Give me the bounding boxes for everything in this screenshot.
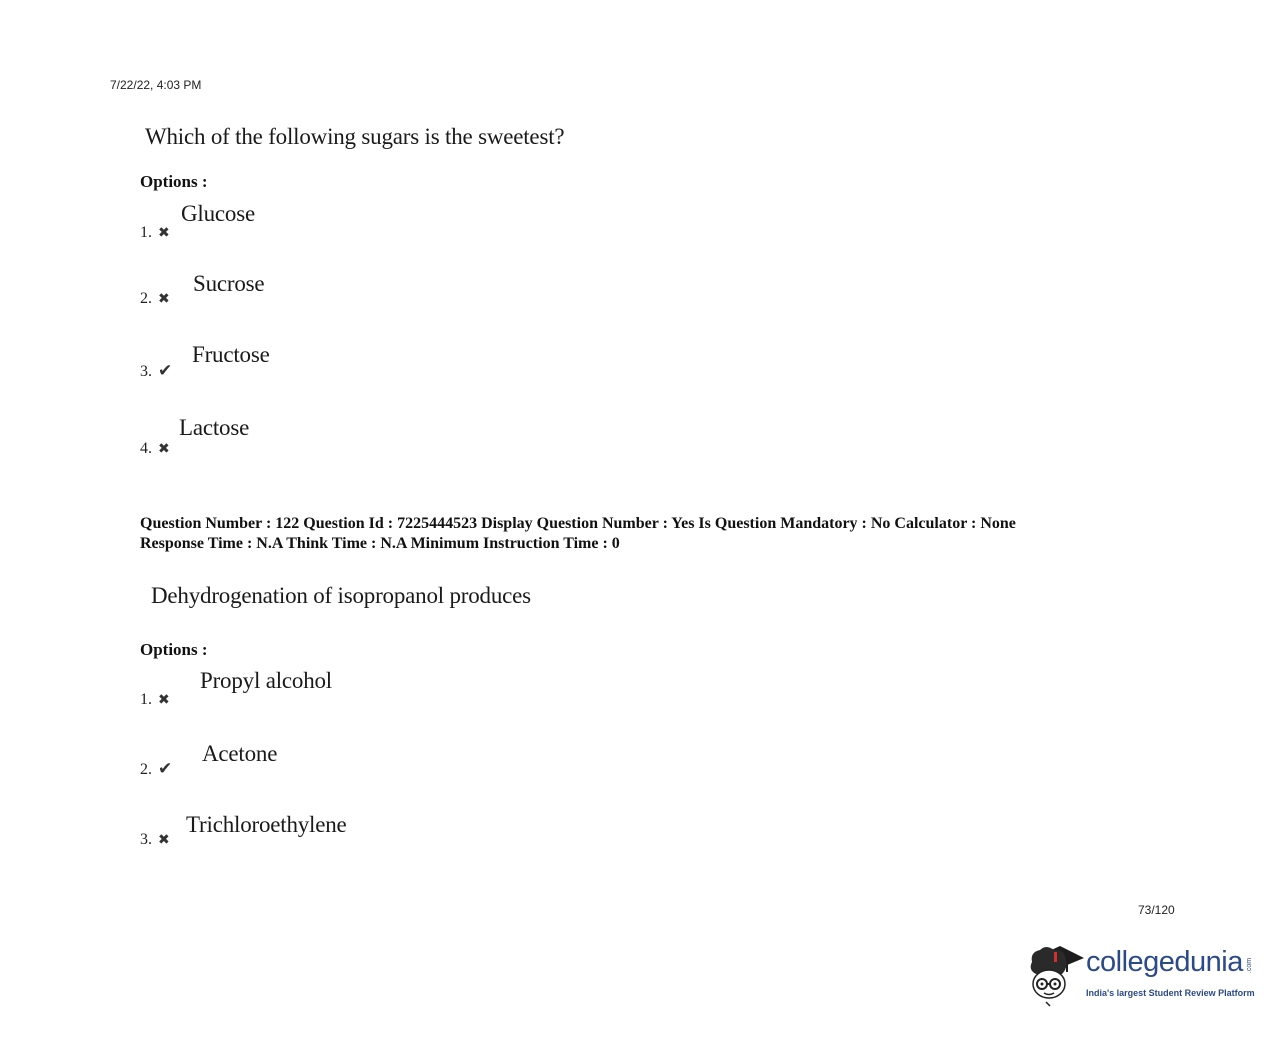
print-timestamp: 7/22/22, 4:03 PM (110, 78, 202, 92)
option-text: Propyl alcohol (200, 668, 332, 693)
option-row (140, 361, 172, 381)
option-row (140, 224, 170, 242)
option-number: 1. (140, 224, 152, 241)
check-icon: ✔ (158, 361, 173, 380)
option-text: Glucose (181, 201, 255, 226)
option-number: 1. (140, 691, 152, 708)
option-number: 2. (140, 290, 152, 307)
option-number: 3. (140, 363, 152, 380)
option-text: Fructose (192, 342, 270, 367)
option-row (140, 440, 170, 458)
option-row (140, 759, 172, 779)
cross-icon: ✖ (158, 292, 170, 307)
logo-domain: .com (1246, 957, 1254, 974)
collegedunia-logo (1024, 940, 1264, 1010)
page-number: 73/120 (1138, 903, 1175, 917)
metadata-line: Response Time : N.A Think Time : N.A Minimum Instruction Time : 0 (140, 535, 620, 552)
option-number: 4. (140, 440, 152, 457)
cross-icon: ✖ (158, 442, 170, 457)
option-number: 3. (140, 831, 152, 848)
mascot-icon (1024, 940, 1084, 1010)
option-text: Trichloroethylene (186, 812, 347, 837)
question-text: Which of the following sugars is the sweetest? (145, 124, 565, 149)
logo-wordmark: collegedunia (1086, 946, 1243, 978)
option-text: Sucrose (193, 271, 265, 296)
option-text: Lactose (179, 415, 250, 440)
options-label: Options : (140, 172, 208, 191)
option-row (140, 691, 170, 709)
options-label: Options : (140, 640, 208, 659)
question-metadata (140, 514, 1140, 554)
question-text: Dehydrogenation of isopropanol produces (151, 583, 531, 608)
cross-icon: ✖ (158, 226, 170, 241)
check-icon: ✔ (158, 759, 173, 778)
logo-tagline: India's largest Student Review Platform (1086, 988, 1255, 998)
metadata-line: Question Number : 122 Question Id : 7225444523 Display Question Number : Yes Is Question Mandatory : No Calculator : None (140, 515, 1016, 532)
option-text: Acetone (202, 741, 278, 766)
option-number: 2. (140, 761, 152, 778)
cross-icon: ✖ (158, 833, 170, 848)
option-row (140, 831, 170, 849)
cross-icon: ✖ (158, 693, 170, 708)
option-row (140, 290, 170, 308)
